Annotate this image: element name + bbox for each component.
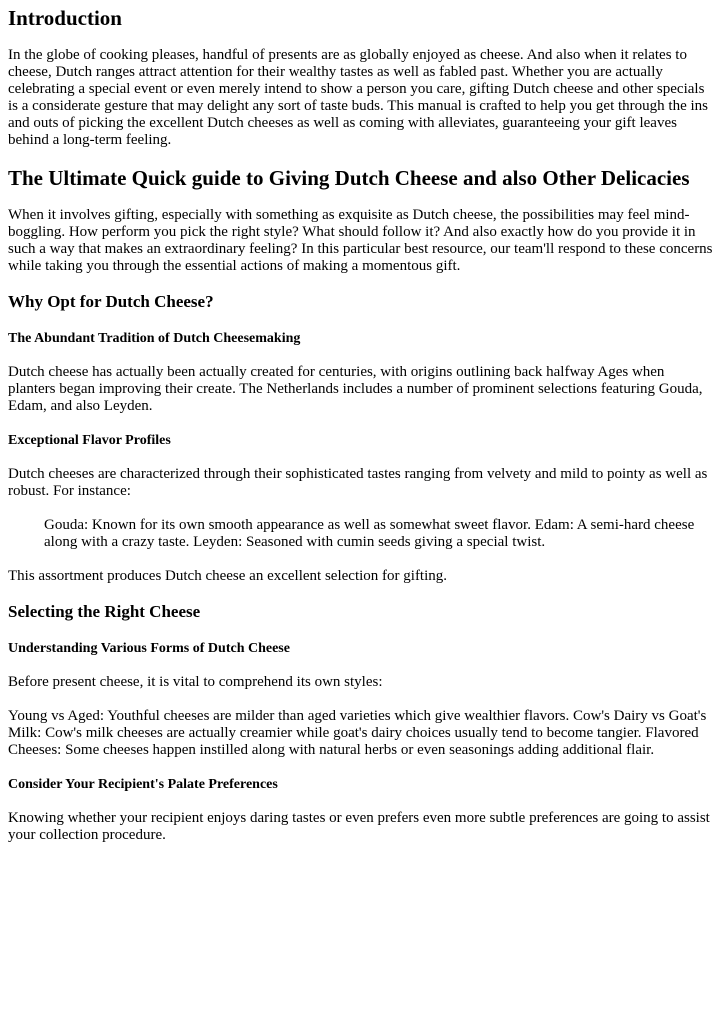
- palate-paragraph: Knowing whether your recipient enjoys daring tastes or even prefers even more subtle preferences are going to assist your collection procedure.: [8, 810, 710, 843]
- forms-intro: Before present cheese, it is vital to comprehend its own styles:: [8, 674, 383, 690]
- palate-heading: Consider Your Recipient's Palate Preferences: [8, 777, 278, 792]
- flavor-heading: Exceptional Flavor Profiles: [8, 433, 171, 448]
- selecting-heading: Selecting the Right Cheese: [8, 602, 201, 621]
- why-heading: Why Opt for Dutch Cheese?: [8, 292, 214, 311]
- intro-heading: Introduction: [8, 6, 122, 30]
- forms-heading: Understanding Various Forms of Dutch Cheese: [8, 641, 290, 656]
- intro-paragraph: In the globe of cooking pleases, handful of presents are as globally enjoyed as cheese. And also when it relates to cheese, Dutch ranges attract attention for their wealthy tastes as well as fabled past. Whether you are actually celebrating a special event or even merely intend to show a person you care, gifting Dutch cheese and other specials is a considerate gesture that may delight any sort of taste buds. This manual is crafted to help you get through the ins and outs of picking the excellent Dutch cheeses as well as coming with alleviates, guaranteeing your gift leaves behind a long-term feeling.: [8, 47, 708, 148]
- guide-heading: The Ultimate Quick guide to Giving Dutch Cheese and also Other Delicacies: [8, 166, 690, 190]
- flavor-quote: Gouda: Known for its own smooth appearance as well as somewhat sweet flavor. Edam: A semi-hard cheese along with a crazy taste. Leyden: Seasoned with cumin seeds giving a special twist.: [44, 517, 695, 550]
- forms-paragraph: Young vs Aged: Youthful cheeses are milder than aged varieties which give wealthier flavors. Cow's Dairy vs Goat's Milk: Cow's milk cheeses are actually creamier while goat's dairy choices usually tend to become tangier. Flavored Cheeses: Some cheeses happen instilled along with natural herbs or even seasonings adding additional flair.: [8, 708, 707, 758]
- tradition-paragraph: Dutch cheese has actually been actually created for centuries, with origins outlining back halfway Ages when planters began improving their create. The Netherlands includes a number of prominent selections featuring Gouda, Edam, and also Leyden.: [8, 364, 703, 414]
- flavor-closing: This assortment produces Dutch cheese an excellent selection for gifting.: [8, 568, 448, 584]
- flavor-paragraph: Dutch cheeses are characterized through their sophisticated tastes ranging from velvety and mild to pointy as well as robust. For instance:: [8, 466, 708, 499]
- guide-paragraph: When it involves gifting, especially with something as exquisite as Dutch cheese, the possibilities may feel mind-boggling. How perform you pick the right style? What should follow it? And also exactly how do you provide it in such a way that makes an extraordinary feeling? In this particular best resource, our team'll respond to these concerns while taking you through the essential actions of making a momentous gift.: [8, 207, 713, 274]
- tradition-heading: The Abundant Tradition of Dutch Cheesemaking: [8, 331, 301, 346]
